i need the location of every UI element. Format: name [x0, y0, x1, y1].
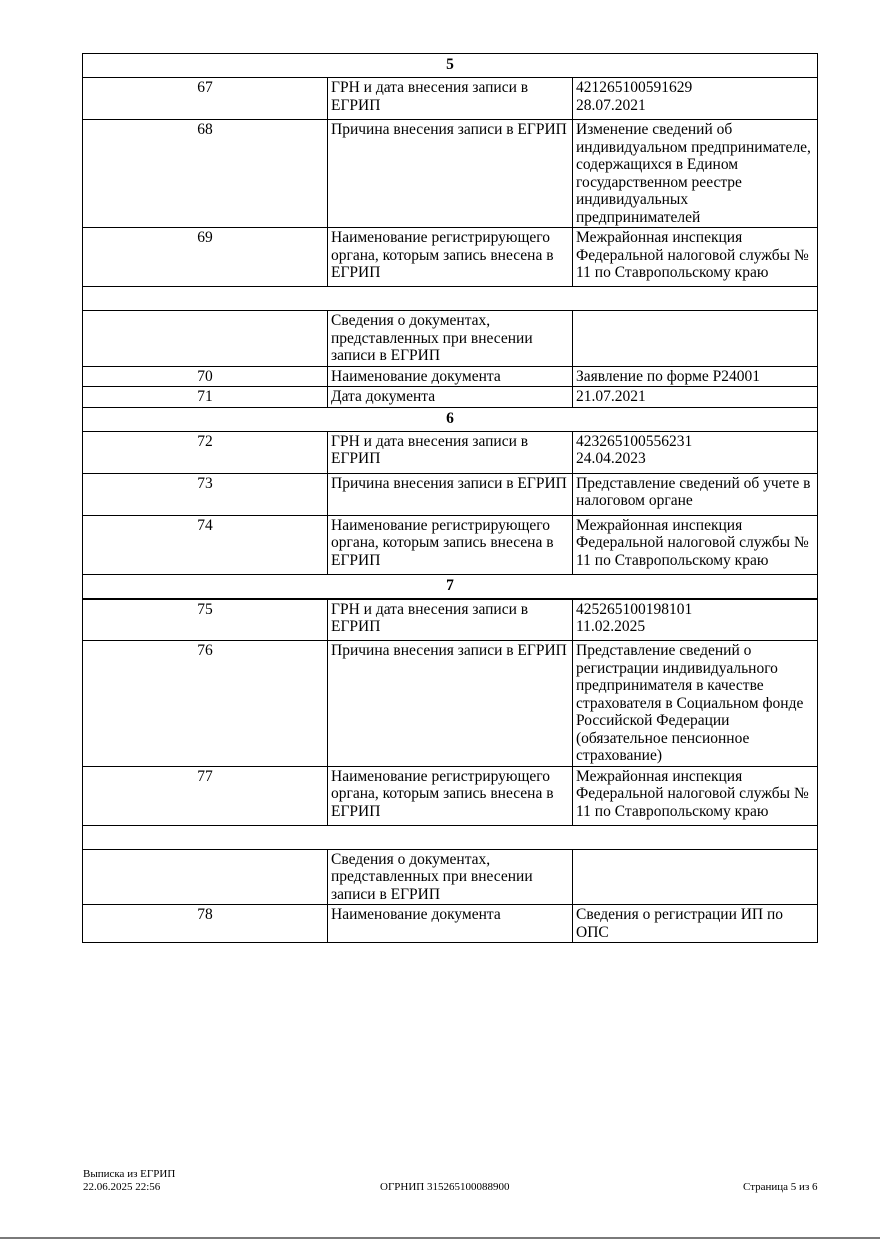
- row-label: Дата документа: [328, 387, 573, 408]
- table-row: [83, 599, 818, 641]
- footer-doc-info: [83, 1168, 175, 1194]
- section-header-6: [83, 407, 818, 431]
- row-label: Причина внесения записи в ЕГРИП: [328, 473, 573, 515]
- table-row: [83, 78, 818, 120]
- table-row: [83, 228, 818, 287]
- row-value: [573, 431, 818, 473]
- row-label: Наименование документа: [328, 366, 573, 387]
- row-number: 78: [83, 905, 328, 943]
- table-row: [83, 905, 818, 943]
- row-label: ГРН и дата внесения записи в ЕГРИП: [328, 431, 573, 473]
- documents-header: Сведения о документах, представленных при внесении записи в ЕГРИП: [328, 849, 573, 905]
- row-value: Межрайонная инспекция Федеральной налоговой службы № 11 по Ставропольскому краю: [573, 766, 818, 825]
- row-number: 76: [83, 641, 328, 767]
- table-row: [83, 431, 818, 473]
- row-label: Причина внесения записи в ЕГРИП: [328, 120, 573, 228]
- row-label: Наименование документа: [328, 905, 573, 943]
- section-header-5: [83, 54, 818, 78]
- grn-value: 421265100591629: [576, 79, 693, 96]
- blank-row: [83, 287, 818, 311]
- row-number: 71: [83, 387, 328, 408]
- row-label: ГРН и дата внесения записи в ЕГРИП: [328, 78, 573, 120]
- row-number: 77: [83, 766, 328, 825]
- date-value: 28.07.2021: [576, 96, 646, 114]
- table-row: [83, 387, 818, 408]
- documents-header-row: [83, 849, 818, 905]
- footer-ogrnip: ОГРНИП 315265100088900: [380, 1181, 510, 1193]
- row-number: 67: [83, 78, 328, 120]
- table-row: [83, 641, 818, 767]
- table-row: [83, 766, 818, 825]
- row-value: Представление сведений об учете в налоговом органе: [573, 473, 818, 515]
- row-label: Наименование регистрирующего органа, которым запись внесена в ЕГРИП: [328, 515, 573, 574]
- row-label: Причина внесения записи в ЕГРИП: [328, 641, 573, 767]
- section-number: 6: [83, 407, 818, 431]
- row-value: Межрайонная инспекция Федеральной налоговой службы № 11 по Ставропольскому краю: [573, 228, 818, 287]
- row-number: 72: [83, 431, 328, 473]
- documents-header-row: [83, 311, 818, 367]
- footer-doc-title: Выписка из ЕГРИП: [83, 1168, 176, 1180]
- row-value: Представление сведений о регистрации индивидуального предпринимателя в качестве страхователя в Социальном фонде Российской Федерации (обязательное пенсионное страхование): [573, 641, 818, 767]
- row-number: 69: [83, 228, 328, 287]
- documents-header: Сведения о документах, представленных при внесении записи в ЕГРИП: [328, 311, 573, 367]
- section-number: 7: [83, 574, 818, 599]
- row-value: Заявление по форме Р24001: [573, 366, 818, 387]
- date-value: 11.02.2025: [576, 618, 646, 635]
- row-value: Изменение сведений об индивидуальном предпринимателе, содержащихся в Едином государственном реестре индивидуальных предпринимателей: [573, 120, 818, 228]
- row-number: 73: [83, 473, 328, 515]
- date-value: 24.04.2023: [576, 450, 646, 467]
- grn-value: 423265100556231: [576, 432, 693, 450]
- table-row: [83, 120, 818, 228]
- row-value: Сведения о регистрации ИП по ОПС: [573, 905, 818, 943]
- row-number: 75: [83, 599, 328, 641]
- blank-row: [83, 825, 818, 849]
- row-number: 68: [83, 120, 328, 228]
- table-row: [83, 473, 818, 515]
- row-value: 21.07.2021: [573, 387, 818, 408]
- section-header-7: [83, 574, 818, 599]
- footer-page-number: Страница 5 из 6: [743, 1181, 818, 1193]
- row-label: Наименование регистрирующего органа, которым запись внесена в ЕГРИП: [328, 766, 573, 825]
- section-number: 5: [83, 54, 818, 78]
- row-value: Межрайонная инспекция Федеральной налоговой службы № 11 по Ставропольскому краю: [573, 515, 818, 574]
- row-number: 74: [83, 515, 328, 574]
- row-value: [573, 78, 818, 120]
- row-label: Наименование регистрирующего органа, которым запись внесена в ЕГРИП: [328, 228, 573, 287]
- grn-value: 425265100198101: [576, 600, 693, 618]
- egrip-records-table: [82, 53, 818, 943]
- row-value: [573, 599, 818, 641]
- row-label: ГРН и дата внесения записи в ЕГРИП: [328, 599, 573, 641]
- table-row: [83, 366, 818, 387]
- row-number: 70: [83, 366, 328, 387]
- table-row: [83, 515, 818, 574]
- footer-datetime: 22.06.2025 22:56: [83, 1181, 161, 1193]
